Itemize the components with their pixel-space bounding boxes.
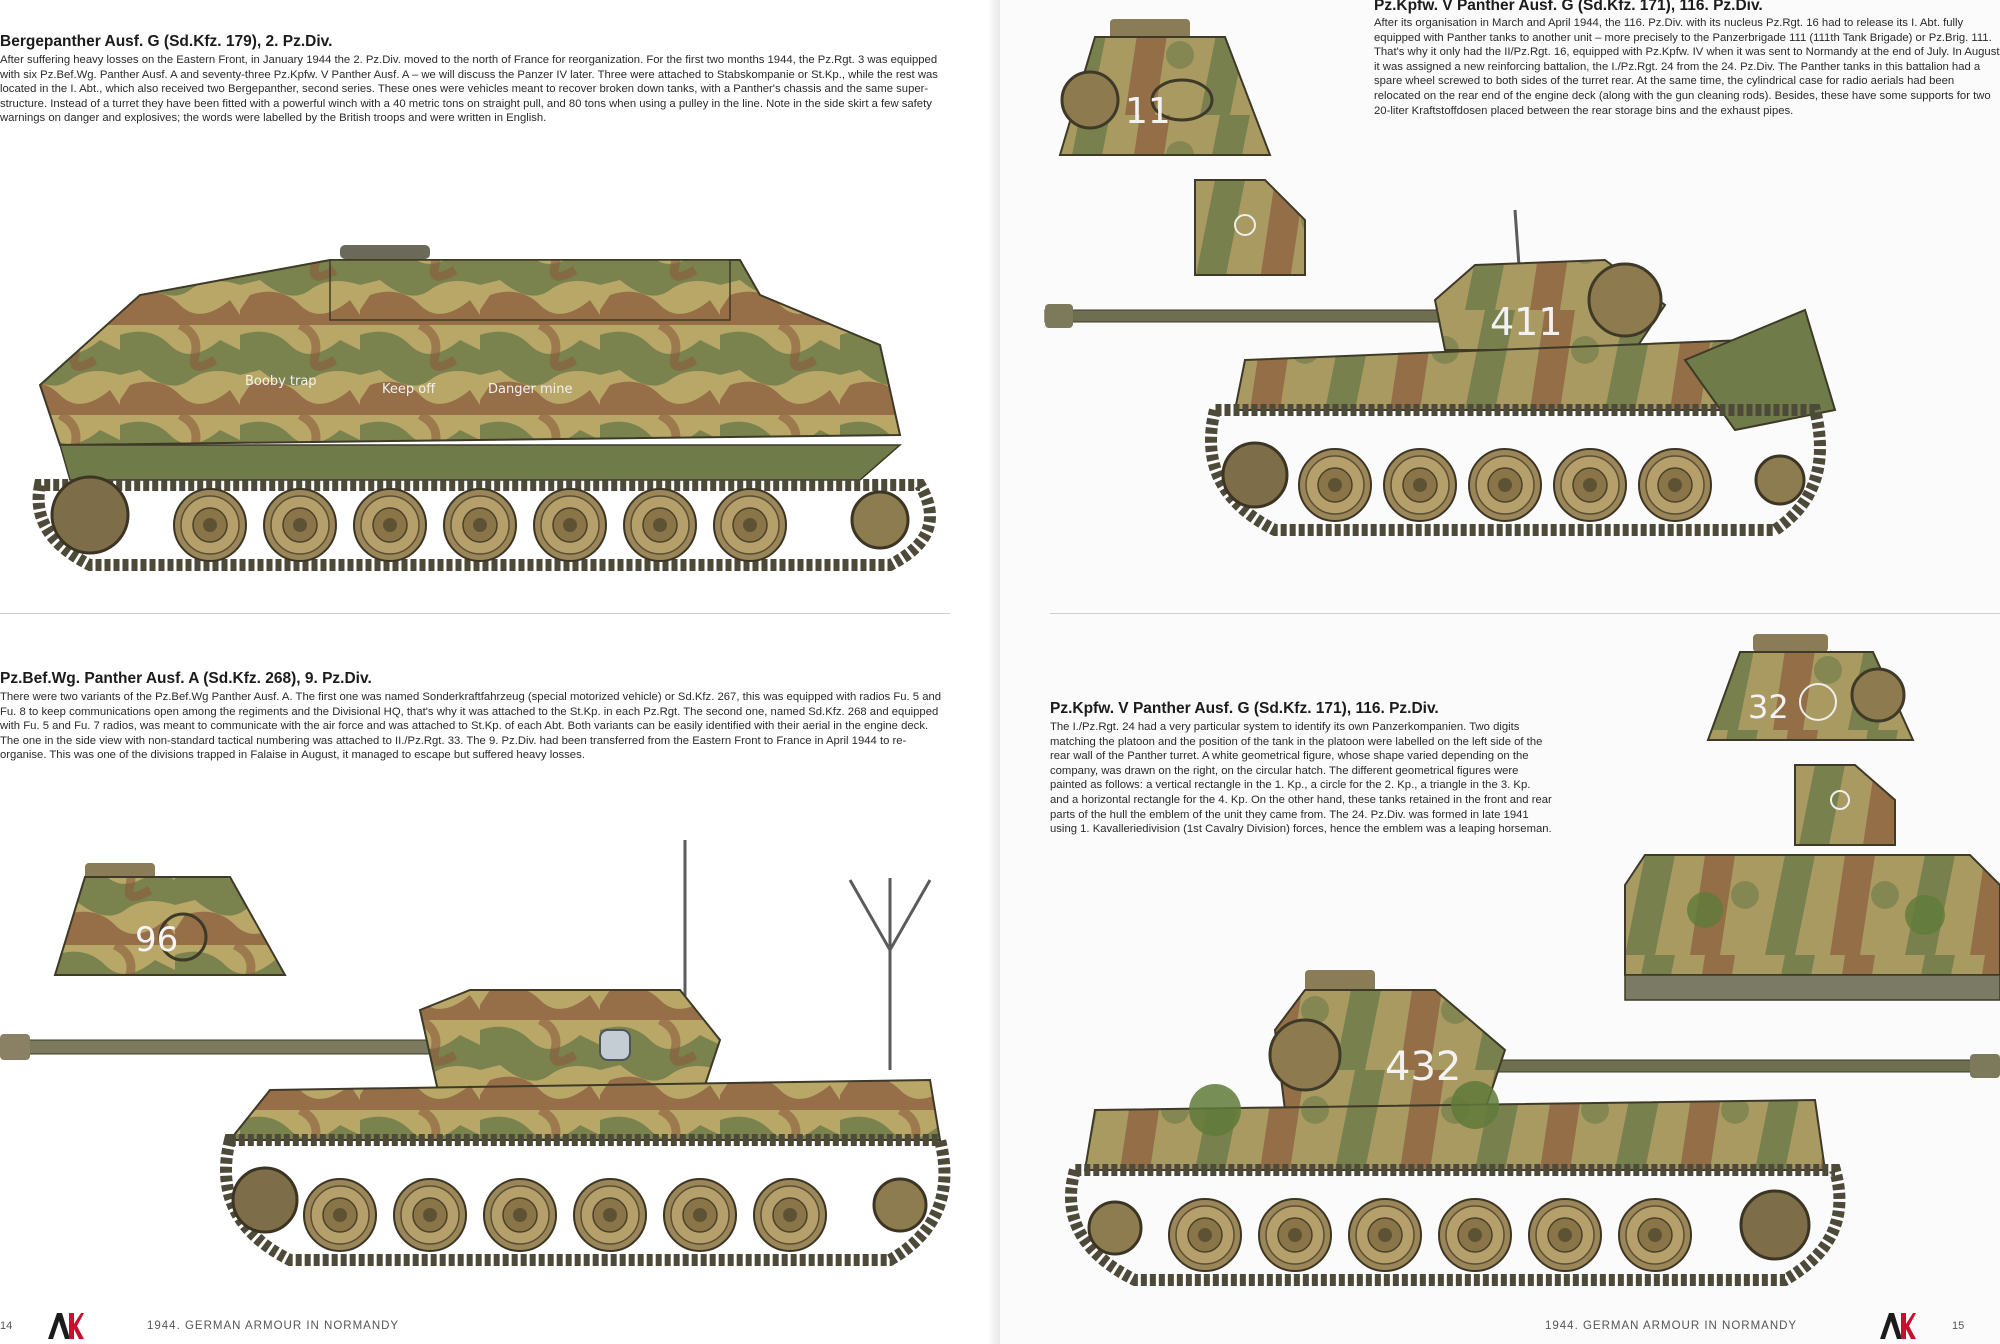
turret-rear-number: 11	[1125, 91, 1171, 132]
main-gun	[1045, 310, 1465, 322]
muzzle-brake	[0, 1034, 30, 1060]
ak-logo	[1878, 1311, 1916, 1341]
section-title-panther-g-432: Pz.Kpfw. V Panther Ausf. G (Sd.Kfz. 171), 116. Pz.Div.	[1050, 700, 1439, 717]
road-wheels	[174, 489, 786, 561]
turret-rear-number: 32	[1748, 688, 1789, 726]
section-body-bergepanther: After suffering heavy losses on the Eastern Front, in January 1944 the 2. Pz.Div. moved to the north of France for reorganization. For the first two months 1944, the Pz.Rgt. 3 was equipped with six Pz.Bef.Wg. Panther Ausf. A and seventy-three Pz.Kpfw. V Panther Ausf. A – we will discuss the Panzer IV later. Three were attached to Stabskompanie or St.Kp., while the rest was located in the I. Abt., which also received two Bergepanther, second series. These ones were vehicles meant to recover broken down tanks, with a Panther's chassis and the same super-structure. Instead of a turret they have been fitted with a powerful winch with a 40 metric tons on straight pull, and 80 tons when using a pulley in the line. Note in the side skirt a few safety warnings on danger and explosives; the words were labelled by the British troops and were written in English.	[0, 54, 938, 125]
road-wheels	[304, 1179, 826, 1251]
muzzle-brake	[1970, 1054, 2000, 1078]
cupola	[1305, 970, 1375, 992]
turret-number: 432	[1385, 1044, 1462, 1090]
foliage	[1189, 1084, 1241, 1136]
page-number-left: 14	[0, 1320, 13, 1332]
pzbefwg-side-view	[0, 840, 960, 1300]
page-number-right: 15	[1952, 1320, 1965, 1332]
turret-rear-view-32	[1708, 630, 1913, 745]
road-wheels	[1169, 1199, 1691, 1271]
spare-wheel	[1270, 1020, 1340, 1090]
section-body-panther-g-411: After its organisation in March and April 1944, the 116. Pz.Div. with its nucleus Pz.Rgt. 16 had to release its I. Abt. fully equipped with Panther tanks to another unit – more precisely to the Panzerbrigade 111 (111th Tank Brigade) or Pz.Brig. 111. That's why it only had the II/Pz.Rgt. 16, equipped with Pz.Kpfw. IV when it was sent to Normandy at the end of July. In August it was assigned a new reinforcing battalion, the I./Pz.Rgt. 24 from the 24. Pz.Div. The Panther tanks in this battalion had a spare wheel screwed to both sides of the turret rear. At the same time, the cylindrical case for radio aerials had been relocated on the rear end of the engine deck (along with the gun cleaning rods). Besides, these have some supports for two 20-liter Kraftstoffdosen placed between the rear storage bins and the exhaust pipes.	[1374, 17, 2000, 117]
main-gun	[0, 1040, 450, 1054]
drive-sprocket	[52, 477, 128, 553]
turret-number: 96	[135, 920, 179, 960]
section-title-pzbefwg: Pz.Bef.Wg. Panther Ausf. A (Sd.Kfz. 268), 9. Pz.Div.	[0, 670, 372, 687]
side-skirt	[60, 445, 900, 480]
divider	[1050, 613, 2000, 614]
ak-logo	[46, 1311, 84, 1341]
cupola	[1753, 634, 1828, 652]
book-title-right: 1944. GERMAN ARMOUR IN NORMANDY	[1545, 1320, 1798, 1332]
hull	[230, 1080, 940, 1140]
road-wheels	[1299, 449, 1711, 521]
idler-wheel	[852, 492, 908, 548]
turret-number: 411	[1490, 300, 1563, 344]
foliage	[1451, 1081, 1499, 1129]
right-page	[1000, 0, 2000, 1344]
idler-wheel	[1089, 1202, 1141, 1254]
turret-rear-view-11	[1060, 15, 1270, 160]
idler-wheel	[1756, 456, 1804, 504]
section-title-bergepanther: Bergepanther Ausf. G (Sd.Kfz. 179), 2. Pz.Div.	[0, 33, 333, 50]
spare-wheel	[1852, 669, 1904, 721]
drive-sprocket	[1741, 1191, 1809, 1259]
muzzle-brake	[1045, 304, 1073, 328]
storage-bin	[1795, 765, 1895, 845]
section-body-pzbefwg: There were two variants of the Pz.Bef.Wg Panther Ausf. A. The first one was named Sonderkraftfahrzeug (special motorized vehicle) or Sd.Kfz. 267, this was equipped with radios Fu. 5 and Fu. 8 to keep communications open among the regiments and the Divisional HQ, that's why it was attached to the St.Kp. in each Pz.Rgt. The second one, named Sd.Kfz. 268 and equipped with Fu. 5 and Fu. 7 radios, was meant to communicate with the air force and was attached to St.Kp. of each Abt. Both variants can be easily identified with their aerial in the engine deck. The one in the side view with non-standard tactical numbering was attached to II./Pz.Rgt. 33. The 9. Pz.Div. had been transferred from the Eastern Front to France in April 1944 to re-organise. This was one of the divisions trapped in Falaise in August, it managed to escape but suffered heavy losses.	[0, 691, 942, 762]
milk-can	[600, 1030, 630, 1060]
panther-g-411-side-view	[1045, 210, 2000, 580]
bergepanther-side-view	[0, 235, 960, 575]
idler-wheel	[874, 1179, 926, 1231]
divider	[0, 613, 950, 614]
panther-g-432-side-view	[1055, 970, 2000, 1300]
winch-hatch	[340, 245, 430, 259]
drive-sprocket	[1223, 443, 1287, 507]
hull-marking-booby-trap: Booby trap	[245, 374, 317, 389]
section-title-panther-g-411: Pz.Kpfw. V Panther Ausf. G (Sd.Kfz. 171), 116. Pz.Div.	[1374, 0, 1763, 14]
foliage	[1905, 895, 1945, 935]
hull-marking-danger-mine: Danger mine	[488, 382, 573, 397]
spare-wheel	[1589, 264, 1661, 336]
drive-sprocket	[233, 1168, 297, 1232]
storage-bin-view	[1795, 765, 1895, 845]
hull-marking-keep-off: Keep off	[382, 382, 436, 397]
book-title-left: 1944. GERMAN ARMOUR IN NORMANDY	[147, 1320, 400, 1332]
foliage	[1687, 892, 1723, 928]
spare-wheel	[1062, 72, 1118, 128]
section-body-panther-g-432: The I./Pz.Rgt. 24 had a very particular system to identify its own Panzerkompanien. Two digits matching the platoon and the position of the tank in the platoon were labelled on the left side of the rear wall of the Panther turret. A white geometrical figure, whose shape varied depending on the company, was drawn on the right, on the circular hatch. The different geometrical figures were painted as follows: a vertical rectangle in the 1. Kp., a circle for the 2. Kp., a triangle in the 3. Kp. and a horizontal rectangle for the 4. Kp. On the other hand, these tanks retained in the front and rear parts of the hull the emblem of the unit they came from. The 24. Pz.Div. was formed in late 1941 using 1. Kavalleriedivision (1st Cavalry Division) forces, hence the emblem was a leaping horseman.	[1050, 721, 1552, 836]
main-gun	[1495, 1060, 1995, 1072]
superstructure	[330, 260, 730, 320]
